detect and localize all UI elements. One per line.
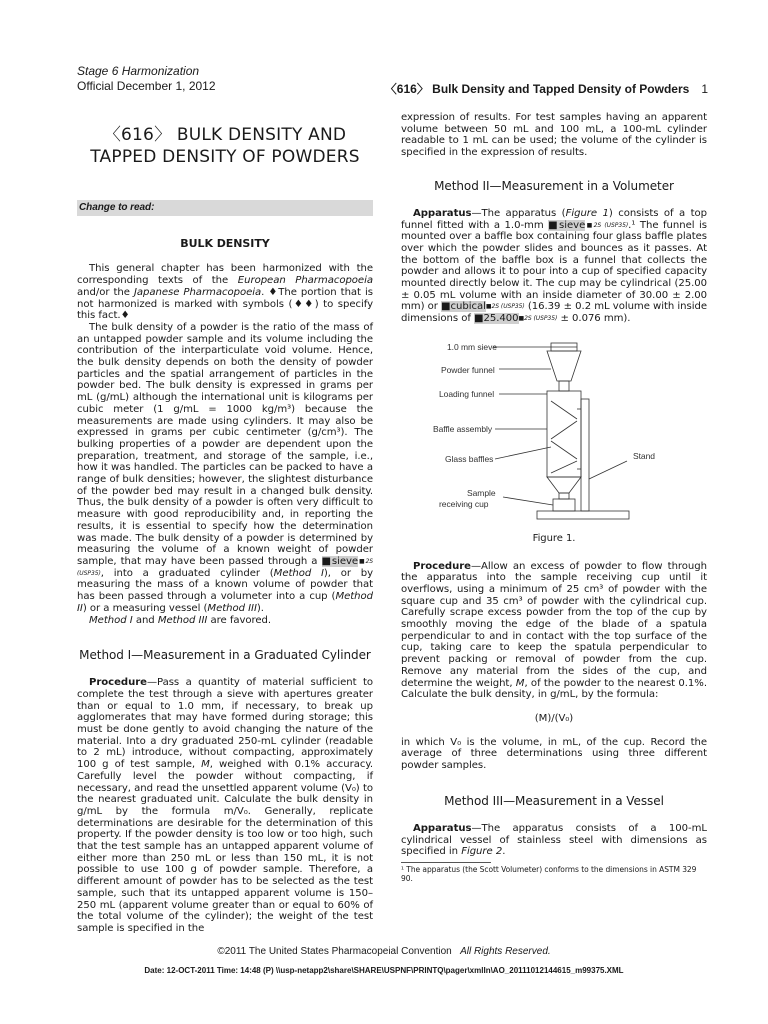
- chapter-title-line2: TAPPED DENSITY OF POWDERS: [90, 147, 360, 167]
- paragraph-continued: expression of results. For test samples having an apparent volume between 50 mL and 100 mL, a 100-mL cylinder readable to 1 mL can be used; the volume of the cylinder is specified in the expression of results.: [401, 112, 707, 159]
- figure-1-volumeter: [401, 339, 707, 531]
- paragraph-harmonization: This general chapter has been harmonized with the corresponding texts of the European Pharmacopoeia and/or the Japanese Pharmacopoeia. ♦The portion that is not harmonized is marked with symbols (♦♦) to specify this fact.♦: [77, 263, 373, 322]
- footer-date-path: Date: 12-OCT-2011 Time: 14:48 (P) \\usp-netapp2\share\SHARE\USPNF\PRINTQ\pager\xmlIn\AO_20111012144615_m99375.XML: [144, 966, 624, 975]
- method3-heading: Method III—Measurement in a Vessel: [444, 793, 664, 808]
- left-column: [77, 112, 373, 935]
- label-glass-baffles: Glass baffles: [445, 453, 494, 464]
- stand-base-shape: [537, 511, 629, 519]
- paragraph-method2-apparatus: Apparatus—The apparatus (Figure 1) consists of a top funnel fitted with a 1.0-mm ■sieve■2S (USP35).¹ The funnel is mounted over a baffle box containing four glass baffle plates over which the powder slides and bounces as it passes. At the bottom of the baffle box is a funnel that collects the powder and allows it to pour into a cup of specified capacity mounted directly below it. The cup may be cylindrical (25.00 ± 0.05 mL volume with an inside diameter of 30.00 ± 2.00 mm) or ■cubical■2S (USP35) (16.39 ± 0.2 mL volume with inside dimensions of ■25.400■2S (USP35) ± 0.076 mm).: [401, 207, 708, 325]
- paragraph-methods-favored: Method I and Method III are favored.: [89, 614, 272, 626]
- footnote: ¹ The apparatus (the Scott Volumeter) conforms to the dimensions in ASTM 329 90.: [401, 864, 697, 883]
- footer-copyright: ©2011 The United States Pharmacopeial Convention All Rights Reserved.: [217, 946, 551, 957]
- loading-funnel-shape: [547, 477, 581, 493]
- paragraph-formula-explanation: in which V₀ is the volume, in mL, of the cup. Record the average of three determinations using three different powder samples.: [401, 736, 707, 772]
- label-baffle-assembly: Baffle assembly: [433, 423, 493, 434]
- change-to-read-bar: Change to read:: [77, 200, 373, 216]
- paragraph-method3-apparatus: Apparatus—The apparatus consists of a 100-mL cylindrical vessel of stainless steel with dimensions as specified in Figure 2.: [401, 822, 707, 858]
- label-sieve: 1.0 mm sieve: [447, 341, 497, 352]
- right-column: [401, 112, 707, 883]
- paragraph-method2-procedure: Procedure—Allow an excess of powder to flow through the apparatus into the sample receiving cup until it overflows, using a minimum of 25 cm³ of powder with the square cup and 35 cm³ of powder with the cylindrical cup. Carefully scrape excess powder from the top of the cup by smoothly moving the edge of the blade of a spatula perpendicular to and in contact with the top surface of the cup, taking care to keep the spatula perpendicular to prevent packing or removal of powder from the cup. Remove any material from the sides of the cup, and determine the weight, M, of the powder to the nearest 0.1%. Calculate the bulk density, in g/mL, by the formula:: [401, 560, 707, 701]
- stand-shape: [581, 399, 589, 511]
- powder-funnel-shape: [547, 351, 581, 381]
- chapter-title-line1: 〈616〉 BULK DENSITY AND: [103, 125, 347, 145]
- footnote-rule: [401, 862, 491, 863]
- label-sample: Sample: [467, 487, 496, 498]
- method2-heading: Method II—Measurement in a Volumeter: [434, 178, 674, 193]
- bulk-density-formula: (M)/(V₀): [534, 712, 574, 724]
- label-receiving-cup: receiving cup: [439, 498, 489, 509]
- label-powder-funnel: Powder funnel: [441, 364, 495, 375]
- stage-label: Stage 6 Harmonization: [77, 64, 200, 78]
- paragraph-method1-procedure: Procedure—Pass a quantity of material sufficient to complete the test through a sieve with apertures greater than or equal to 1.0 mm, if necessary, to break up agglomerates that may have formed during storage; this must be done gently to avoid changing the nature of the material. Into a dry graduated 250-mL cylinder (readable to 2 mL) introduce, without compacting, approximately 100 g of test sample, M, weighed with 0.1% accuracy. Carefully level the powder without compacting, if necessary, and read the unsettled apparent volume (V₀) to the nearest graduated unit. Calculate the bulk density in g/mL by the formula m/V₀. Generally, replicate determinations are desirable for the determination of this property. If the powder density is too low or too high, such that the test sample has an untapped apparent volume of either more than 250 mL or less than 150 mL, it is not possible to use 100 g of powder sample. Therefore, a different amount of powder has to be selected as the test sample, such that its untapped apparent volume is 150–250 mL (apparent volume greater than or equal to 60% of the total volume of the cylinder); the weight of the test sample is specified in the: [77, 677, 374, 934]
- page-number: 1: [701, 82, 708, 96]
- running-title: 〈616〉 Bulk Density and Tapped Density of Powders: [384, 82, 690, 96]
- chapter-title: [77, 124, 373, 168]
- label-stand: Stand: [633, 450, 655, 461]
- label-loading-funnel: Loading funnel: [439, 388, 495, 399]
- method1-heading: Method I—Measurement in a Graduated Cylinder: [79, 648, 371, 663]
- official-date: Official December 1, 2012: [77, 79, 216, 93]
- header-right: [385, 80, 708, 97]
- header-left: [77, 64, 216, 94]
- figure-1-caption: Figure 1.: [532, 532, 576, 544]
- receiving-cup-shape: [553, 499, 575, 511]
- baffle-box-shape: [547, 391, 581, 477]
- paragraph-bulk-density: The bulk density of a powder is the ratio of the mass of an untapped powder sample and its volume including the contribution of the interparticulate void volume. Hence, the bulk density depends on both the density of powder particles and the spatial arrangement of particles in the powder bed. The bulk density is expressed in grams per mL (g/mL) although the international unit is kilograms per cubic meter (1 g/mL = 1000 kg/m³) because the measurements are made using cylinders. It may also be expressed in grams per cubic centimeter (g/cm³). The bulking properties of a powder are dependent upon the preparation, treatment, and storage of the sample, i.e., how it was handled. The particles can be packed to have a range of bulk densities; however, the slightest disturbance of the powder bed may result in a changed bulk density. Thus, the bulk density of a powder is often very difficult to measure with good reproducibility and, in reporting the results, it is essential to specify how the determination was made. The bulk density of a powder is determined by measuring the volume of a known weight of powder sample, that may have been passed through a ■sieve■2S (USP35), into a graduated cylinder (Method I), or by measuring the mass of a known volume of powder that has been passed through a volumeter into a cup (Method II) or a measuring vessel (Method III).: [77, 321, 373, 614]
- bulk-density-heading: BULK DENSITY: [180, 236, 270, 250]
